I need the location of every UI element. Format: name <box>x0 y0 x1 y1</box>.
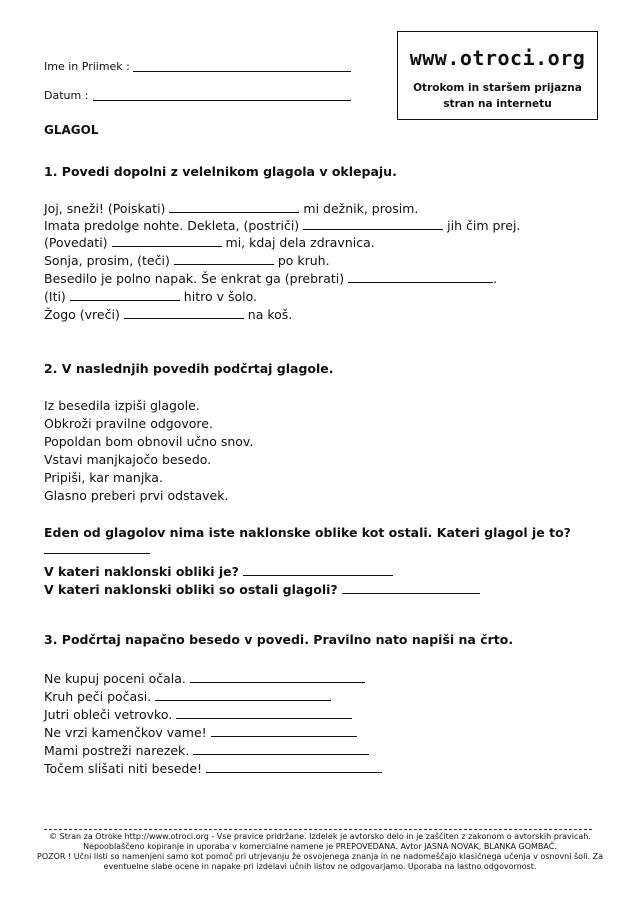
task1-line-1-pre: Joj, sneži! (Poiskati) <box>44 201 166 216</box>
task2-sentence-5: Pripiši, kar manjka. <box>44 470 163 485</box>
task2-sentence-3: Popoldan bom obnovil učno snov. <box>44 434 254 449</box>
task2-q2-blank[interactable] <box>243 563 393 576</box>
task3-line-2 <box>44 688 331 704</box>
task1-line-7-pre: Žogo (vreči) <box>44 307 120 322</box>
task1-line-2 <box>44 217 520 233</box>
logo-site: www.otroci.org <box>409 46 586 70</box>
answer-blank-4[interactable] <box>174 252 274 265</box>
footer-divider <box>44 829 592 830</box>
task3-blank-3[interactable] <box>176 706 352 719</box>
task1-line-2-post: jih čim prej. <box>447 218 521 233</box>
answer-blank-6[interactable] <box>70 288 180 301</box>
task3-line-4 <box>44 724 357 740</box>
task3-sentence-5: Mami postreži narezek. <box>44 743 190 758</box>
page-title: GLAGOL <box>44 123 99 137</box>
task3-line-3 <box>44 706 352 722</box>
task1-line-2-pre: Imata predolge nohte. Dekleta, (postriči) <box>44 218 300 233</box>
task1-line-4 <box>44 252 330 268</box>
task3-sentence-3: Jutri obleči vetrovko. <box>44 707 173 722</box>
task2-q2 <box>44 563 393 579</box>
footer <box>20 832 620 872</box>
task3-sentence-2: Kruh peči počasi. <box>44 689 152 704</box>
task1-line-6 <box>44 288 257 304</box>
task3-blank-1[interactable] <box>190 670 365 683</box>
footer-line-1: © Stran za Otroke http://www.otroci.org - Vse pravice pridržane. Izdelek je avtorsko delo in je zaščiten z zakonom o avtorskih pravicah. <box>49 832 591 841</box>
task2-sentence-2: Obkroži pravilne odgovore. <box>44 416 213 431</box>
footer-line-2: Nepooblaščeno kopiranje in uporaba v komercialne namene je PREPOVEDANA. Avtor JASNA NOVAK, BLANKA GOMBAČ. <box>83 842 557 851</box>
task1-line-6-pre: (Iti) <box>44 289 66 304</box>
task3-blank-4[interactable] <box>211 724 357 737</box>
task3-blank-2[interactable] <box>155 688 331 701</box>
task3-sentence-6: Točem slišati niti besede! <box>44 761 203 776</box>
task1-line-5-pre: Besedilo je polno napak. Še enkrat ga (prebrati) <box>44 271 345 286</box>
task1-line-1 <box>44 200 418 216</box>
task1-heading: 1. Povedi dopolni z velelnikom glagola v oklepaju. <box>44 164 397 179</box>
task1-line-6-post: hitro v šolo. <box>183 289 257 304</box>
task3-sentence-1: Ne kupuj poceni očala. <box>44 671 186 686</box>
answer-blank-1[interactable] <box>169 200 299 213</box>
task3-line-1 <box>44 670 365 686</box>
task1-line-4-post: po kruh. <box>277 253 330 268</box>
task3-line-6 <box>44 760 382 776</box>
logo-tagline-2: stran na internetu <box>443 98 552 110</box>
task3-blank-6[interactable] <box>206 760 382 773</box>
task1-line-1-post: mi dežnik, prosim. <box>303 201 419 216</box>
logo-tagline-1: Otrokom in staršem prijazna <box>413 82 582 94</box>
name-label: Ime in Priimek : <box>44 60 130 73</box>
task1-line-5 <box>44 270 497 286</box>
task2-heading: 2. V naslednjih povedih podčrtaj glagole. <box>44 361 334 376</box>
task3-heading: 3. Podčrtaj napačno besedo v povedi. Pravilno nato napiši na črto. <box>44 632 514 647</box>
answer-blank-3[interactable] <box>112 234 222 247</box>
task2-answer-line[interactable] <box>44 553 150 554</box>
task1-line-3 <box>44 234 375 250</box>
task2-q3-text: V kateri naklonski obliki so ostali glagoli? <box>44 582 338 597</box>
task3-line-5 <box>44 742 369 758</box>
task3-sentence-4: Ne vrzi kamenčkov vame! <box>44 725 207 740</box>
task2-q3-blank[interactable] <box>342 581 480 594</box>
name-field-line[interactable] <box>133 71 351 72</box>
task2-q2-text: V kateri naklonski obliki je? <box>44 564 239 579</box>
task1-line-3-post: mi, kdaj dela zdravnica. <box>225 235 375 250</box>
task1-line-3-pre: (Povedati) <box>44 235 108 250</box>
footer-line-4: eventuelne slabe ocene in napake pri izdelavi učnih listov ne odgovarjamo. Uporaba na lastno odgovornost. <box>103 862 537 871</box>
task2-sentence-1: Iz besedila izpiši glagole. <box>44 398 200 413</box>
task1-line-7 <box>44 306 292 322</box>
answer-blank-7[interactable] <box>124 306 244 319</box>
task2-question: Eden od glagolov nima iste naklonske oblike kot ostali. Kateri glagol je to? <box>44 525 571 540</box>
task1-line-5-post: . <box>493 271 498 286</box>
task2-sentence-4: Vstavi manjkajočo besedo. <box>44 452 212 467</box>
logo-box <box>397 31 598 120</box>
task2-q3 <box>44 581 480 597</box>
task1-line-7-post: na koš. <box>247 307 293 322</box>
answer-blank-5[interactable] <box>348 270 493 283</box>
date-label: Datum : <box>44 89 89 102</box>
task2-sentence-6: Glasno preberi prvi odstavek. <box>44 488 229 503</box>
footer-line-3: POZOR ! Učni listi so namenjeni samo kot pomoč pri utrjevanju že osvojenega znanja in ne nadomeščajo klasičnega učenja v osnovni šoli. Za <box>37 852 603 861</box>
task3-blank-5[interactable] <box>193 742 369 755</box>
task1-line-4-pre: Sonja, prosim, (teči) <box>44 253 170 268</box>
answer-blank-2[interactable] <box>303 217 443 230</box>
date-field-line[interactable] <box>93 100 351 101</box>
